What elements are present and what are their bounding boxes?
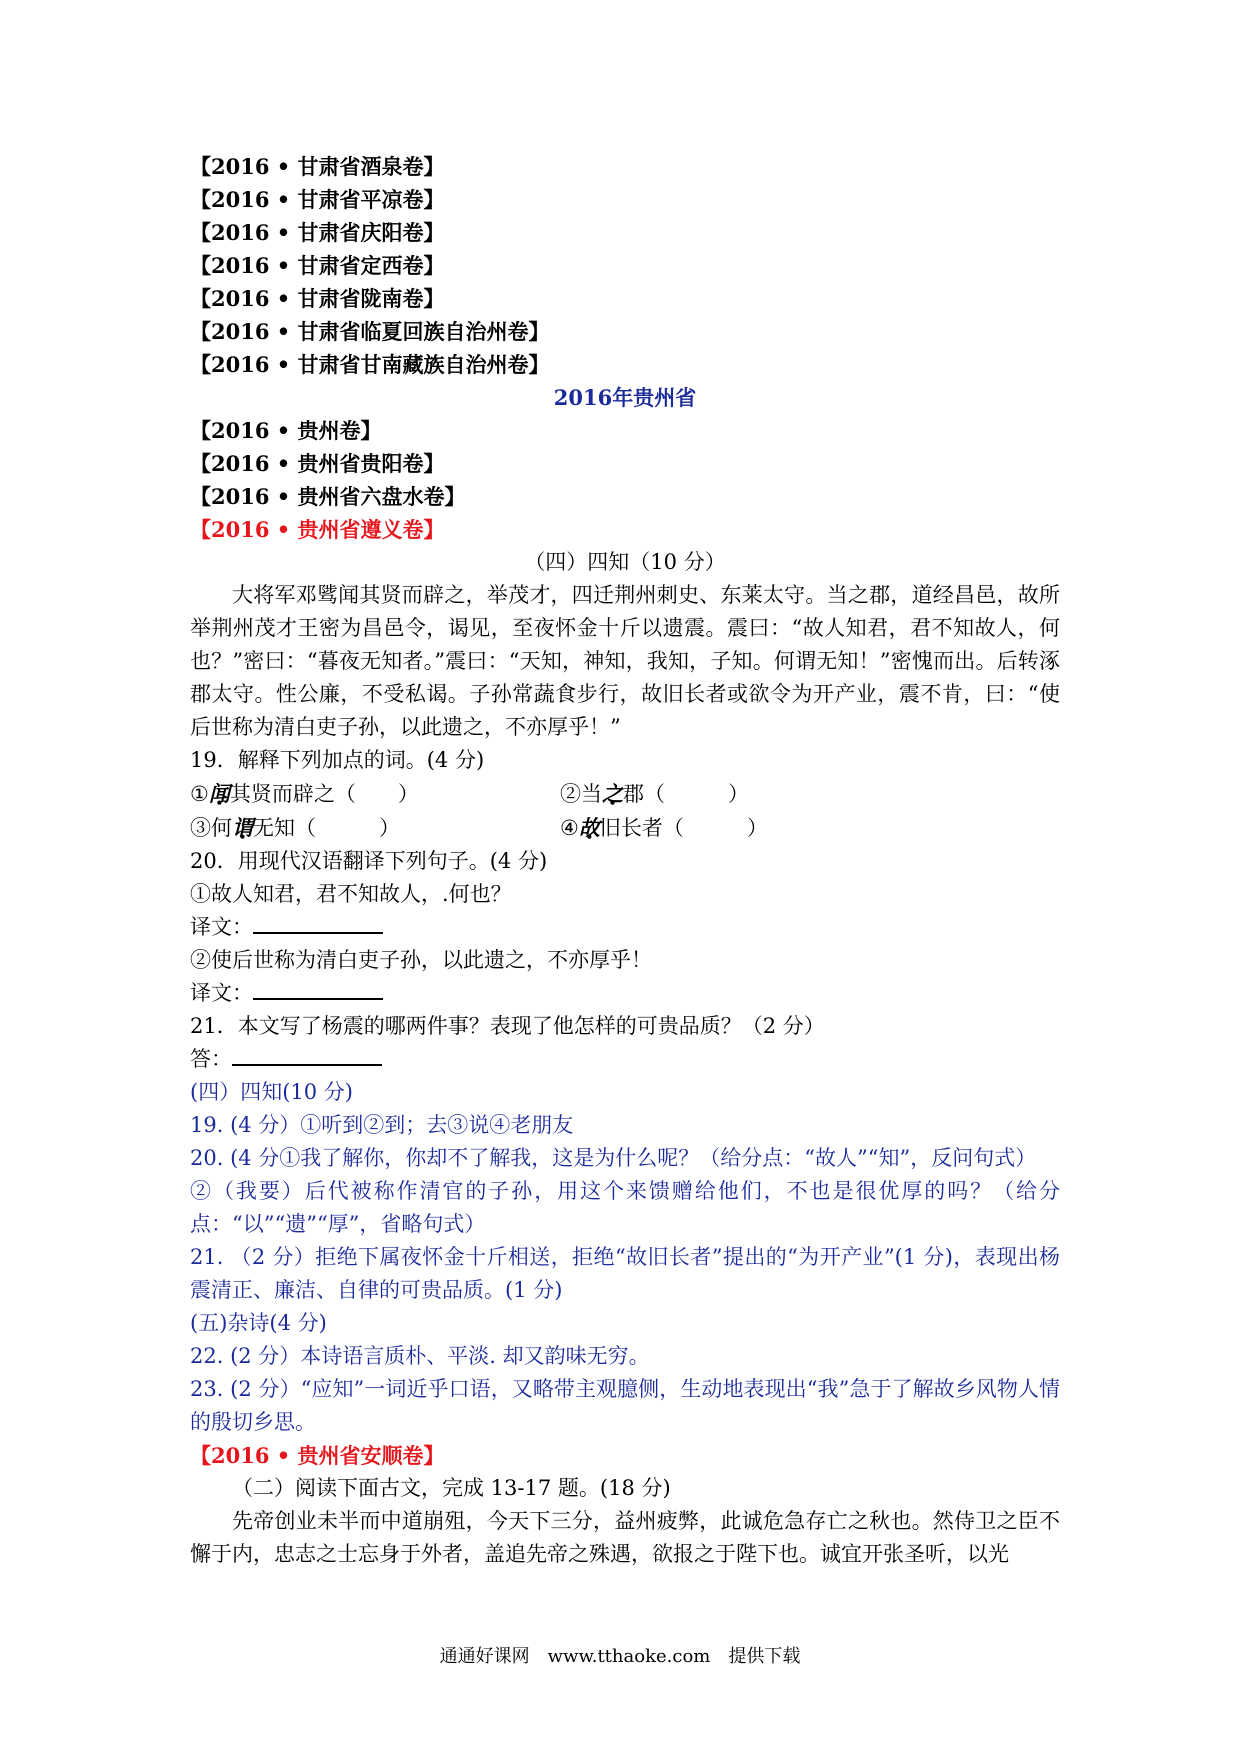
heading-guizhou: 【2016 • 贵州卷】 xyxy=(190,418,382,443)
heading-guiyang: 【2016 • 贵州省贵阳卷】 xyxy=(190,451,445,476)
dotted-word: 故 xyxy=(578,815,600,840)
page-footer: 通通好课网 www.tthaoke.com 提供下载 xyxy=(439,1646,801,1667)
translation-1: 译文： xyxy=(190,911,1060,944)
answer-20-key-2: ②（我要）后代被称作清官的子孙，用这个来馈赠给他们，不也是很优厚的吗？（给分点：“以”“遗”“厚”，省略句式） xyxy=(190,1179,1060,1236)
question-19: 19．解释下列加点的词。(4 分) xyxy=(190,748,485,772)
dotted-word: 谓 xyxy=(232,815,253,840)
q20-sentence-1: ①故人知君，君不知故人，.何也？ xyxy=(190,882,512,906)
q19-item-3: ③何谓无知（ ） xyxy=(190,815,400,840)
passage-sizhi: 大将军邓骘闻其贤而辟之，举茂才，四迁荆州刺史、东莱太守。当之郡，道经昌邑，故所举荆州茂才王密为昌邑令，谒见，至夜怀金十斤以遗震。震曰：“故人知君，君不知故人，何也？”密曰：“暮夜无知者。”震曰：“天知，神知，我知，子知。何谓无知！”密愧而出。后转涿郡太守。性公廉，不受私谒。子孙常蔬食步行，故旧长者或欲令为开产业，震不肯，曰：“使后世称为清白吏子孙，以此遗之，不亦厚乎！” xyxy=(190,583,1060,739)
answer-22-key: 22. (2 分）本诗语言质朴、平淡. 却又韵味无穷。 xyxy=(190,1344,650,1368)
heading-qingyang: 【2016 • 甘肃省庆阳卷】 xyxy=(190,220,445,245)
answer-19-key: 19. (4 分）①听到②到；去③说④老朋友 xyxy=(190,1113,574,1137)
translation-2: 译文： xyxy=(190,977,1060,1010)
dotted-word: 闻 xyxy=(208,781,230,806)
q20-sentence-2: ②使后世称为清白吏子孙，以此遗之，不亦厚乎！ xyxy=(190,948,652,972)
heading-pingliang: 【2016 • 甘肃省平凉卷】 xyxy=(190,187,445,212)
answers-title: (四）四知(10 分) xyxy=(190,1080,353,1104)
heading-linxia: 【2016 • 甘肃省临夏回族自治州卷】 xyxy=(190,319,550,344)
section-title-guizhou: 2016年贵州省 xyxy=(553,385,697,410)
part2-title: （二）阅读下面古文，完成 13-17 题。(18 分) xyxy=(232,1476,671,1500)
question-19-row1 xyxy=(190,777,1060,811)
answer-21: 答： xyxy=(190,1043,1060,1076)
question-19-row2 xyxy=(190,811,1060,845)
part4-title: （四）四知（10 分） xyxy=(524,550,726,574)
heading-liupanshui: 【2016 • 贵州省六盘水卷】 xyxy=(190,484,466,509)
q19-item-4: ④故旧长者（ ） xyxy=(560,815,768,840)
document-page xyxy=(190,150,1060,1571)
answer-23-key: 23. (2 分）“应知”一词近乎口语，又略带主观臆侧，生动地表现出“我”急于了解故乡风物人情的殷切乡思。 xyxy=(190,1377,1060,1434)
answer-20-key-1: 20. (4 分①我了解你，你却不了解我，这是为什么呢？（给分点：“故人”“知”，反问句式） xyxy=(190,1146,1037,1170)
heading-zunyi: 【2016 • 贵州省遵义卷】 xyxy=(190,517,445,542)
answer-21-key: 21. （2 分）拒绝下属夜怀金十斤相送，拒绝“故旧长者”提出的“为开产业”(1 分)，表现出杨震清正、廉洁、自律的可贵品质。(1 分) xyxy=(190,1245,1060,1302)
dotted-word: 之 xyxy=(602,781,623,806)
question-21: 21．本文写了杨震的哪两件事？表现了他怎样的可贵品质？（2 分） xyxy=(190,1014,825,1038)
heading-dingxi: 【2016 • 甘肃省定西卷】 xyxy=(190,253,445,278)
part5-title: (五)杂诗(4 分) xyxy=(190,1311,327,1335)
heading-jiuquan: 【2016 • 甘肃省酒泉卷】 xyxy=(190,154,445,179)
answer-blank[interactable] xyxy=(232,1044,382,1066)
heading-anshun: 【2016 • 贵州省安顺卷】 xyxy=(190,1443,445,1468)
passage-chushibiao: 先帝创业未半而中道崩殂，今天下三分，益州疲弊，此诚危急存亡之秋也。然侍卫之臣不懈于内，忠志之士忘身于外者，盖追先帝之殊遇，欲报之于陛下也。诚宜开张圣听，以光 xyxy=(190,1509,1060,1566)
heading-gannan: 【2016 • 甘肃省甘南藏族自治州卷】 xyxy=(190,352,550,377)
q19-item-2: ②当之郡（ ） xyxy=(560,781,749,806)
question-20: 20．用现代汉语翻译下列句子。(4 分) xyxy=(190,849,548,873)
answer-blank[interactable] xyxy=(253,912,383,934)
answer-blank[interactable] xyxy=(253,978,383,1000)
heading-longnan: 【2016 • 甘肃省陇南卷】 xyxy=(190,286,445,311)
q19-item-1: ①闻其贤而辟之（ ） xyxy=(190,781,419,806)
